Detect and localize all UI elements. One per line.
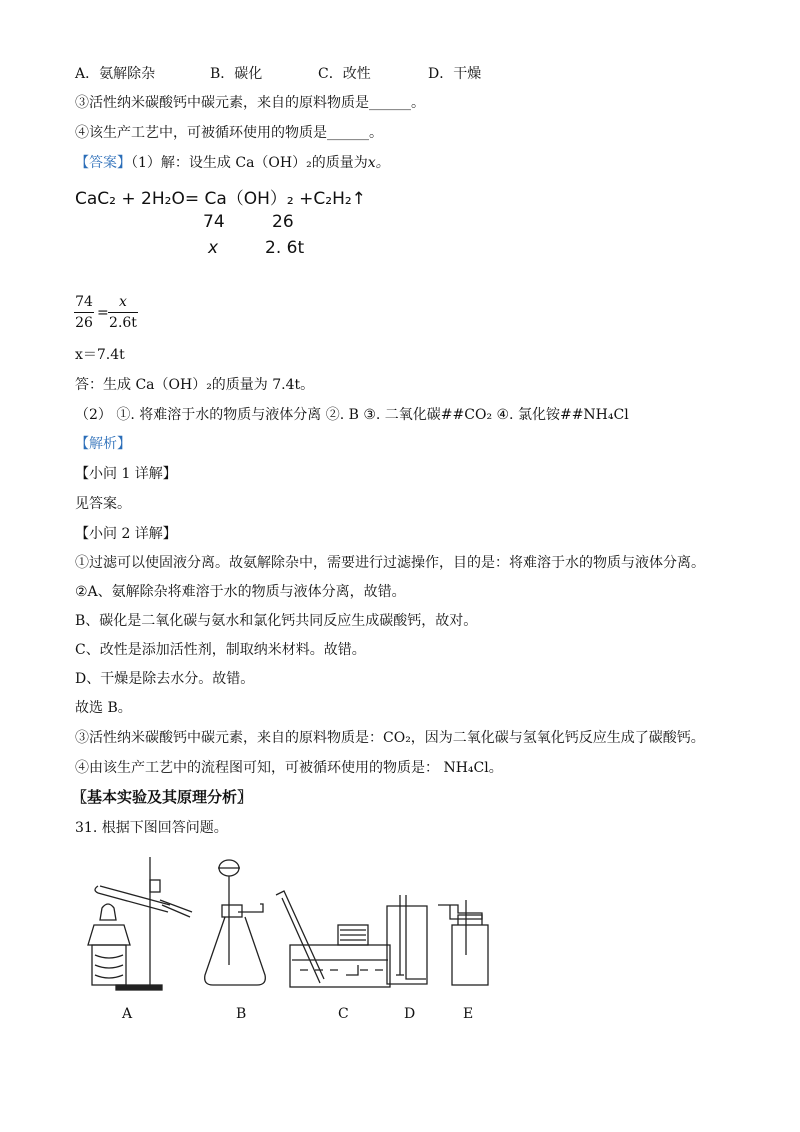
mass-c2h2: 26 — [272, 212, 294, 232]
mass-cao-h: 74 — [203, 212, 225, 232]
option-a: A．氨解除杂 — [75, 66, 156, 82]
option-d: D．干燥 — [428, 66, 482, 82]
option-b: B．碳化 — [210, 66, 263, 82]
section-title: 〖基本实验及其原理分析〗 — [72, 788, 253, 806]
apparatus-b — [205, 860, 266, 985]
analysis-line: ④由该生产工艺中的流程图可知，可被循环使用的物质是： NH₄Cl。 — [75, 760, 503, 776]
result-line: x＝7.4t — [75, 347, 125, 363]
analysis-tag: 【解析】 — [75, 436, 131, 452]
fraction-left: 74 26 — [75, 294, 93, 331]
label-c: C — [338, 1006, 349, 1022]
answer-tag: 【答案】 — [75, 155, 131, 171]
apparatus-e — [438, 900, 488, 985]
chemical-equation: CaC₂ + 2H₂O= Ca（OH）₂ +C₂H₂↑ — [75, 189, 366, 209]
label-e: E — [463, 1006, 474, 1022]
q2-heading: 【小问 2 详解】 — [75, 526, 177, 542]
question-4: ④该生产工艺中，可被循环使用的物质是______。 — [75, 125, 383, 141]
option-c: C．改性 — [318, 66, 371, 82]
analysis-line: C、改性是添加活性剂，制取纳米材料。故错。 — [75, 642, 366, 658]
fraction-right: x 2.6t — [109, 294, 137, 331]
label-a: A — [122, 1006, 133, 1022]
apparatus-c — [276, 891, 390, 987]
equals-sign: = — [97, 305, 109, 321]
analysis-line: ②A、氨解除杂将难溶于水的物质与液体分离，故错。 — [75, 584, 406, 600]
analysis-line: 故选 B。 — [75, 700, 132, 716]
analysis-line: ③活性纳米碳酸钙中碳元素，来自的原料物质是：CO₂，因为二氧化碳与氢氧化钙反应生成了碳酸钙。 — [75, 730, 705, 746]
analysis-line: ①过滤可以使固液分离。故氨解除杂中，需要进行过滤操作，目的是：将难溶于水的物质与液体分离。 — [75, 555, 705, 571]
question-3: ③活性纳米碳酸钙中碳元素，来自的原料物质是______。 — [75, 95, 425, 111]
label-b: B — [236, 1006, 247, 1022]
q1-heading: 【小问 1 详解】 — [75, 466, 177, 482]
q1-body: 见答案。 — [75, 496, 131, 512]
unknown-mass: 2. 6t — [265, 238, 305, 258]
apparatus-a — [88, 857, 192, 990]
conclusion-line: 答：生成 Ca（OH）₂的质量为 7.4t。 — [75, 377, 315, 393]
label-d: D — [404, 1006, 416, 1022]
question-31: 31. 根据下图回答问题。 — [75, 820, 228, 836]
apparatus-d — [387, 895, 427, 984]
unknown-x: x — [208, 238, 219, 258]
answer-part-2: （2） ①. 将难溶于水的物质与液体分离 ②. B ③. 二氧化碳##CO₂ ④. 氯化铵##NH₄Cl — [75, 407, 629, 423]
analysis-line: B、碳化是二氧化碳与氨水和氯化钙共同反应生成碳酸钙，故对。 — [75, 613, 478, 629]
answer-intro: 【答案】（1）解：设生成 Ca（OH）₂的质量为x。 — [75, 155, 390, 171]
analysis-line: D、干燥是除去水分。故错。 — [75, 671, 255, 687]
